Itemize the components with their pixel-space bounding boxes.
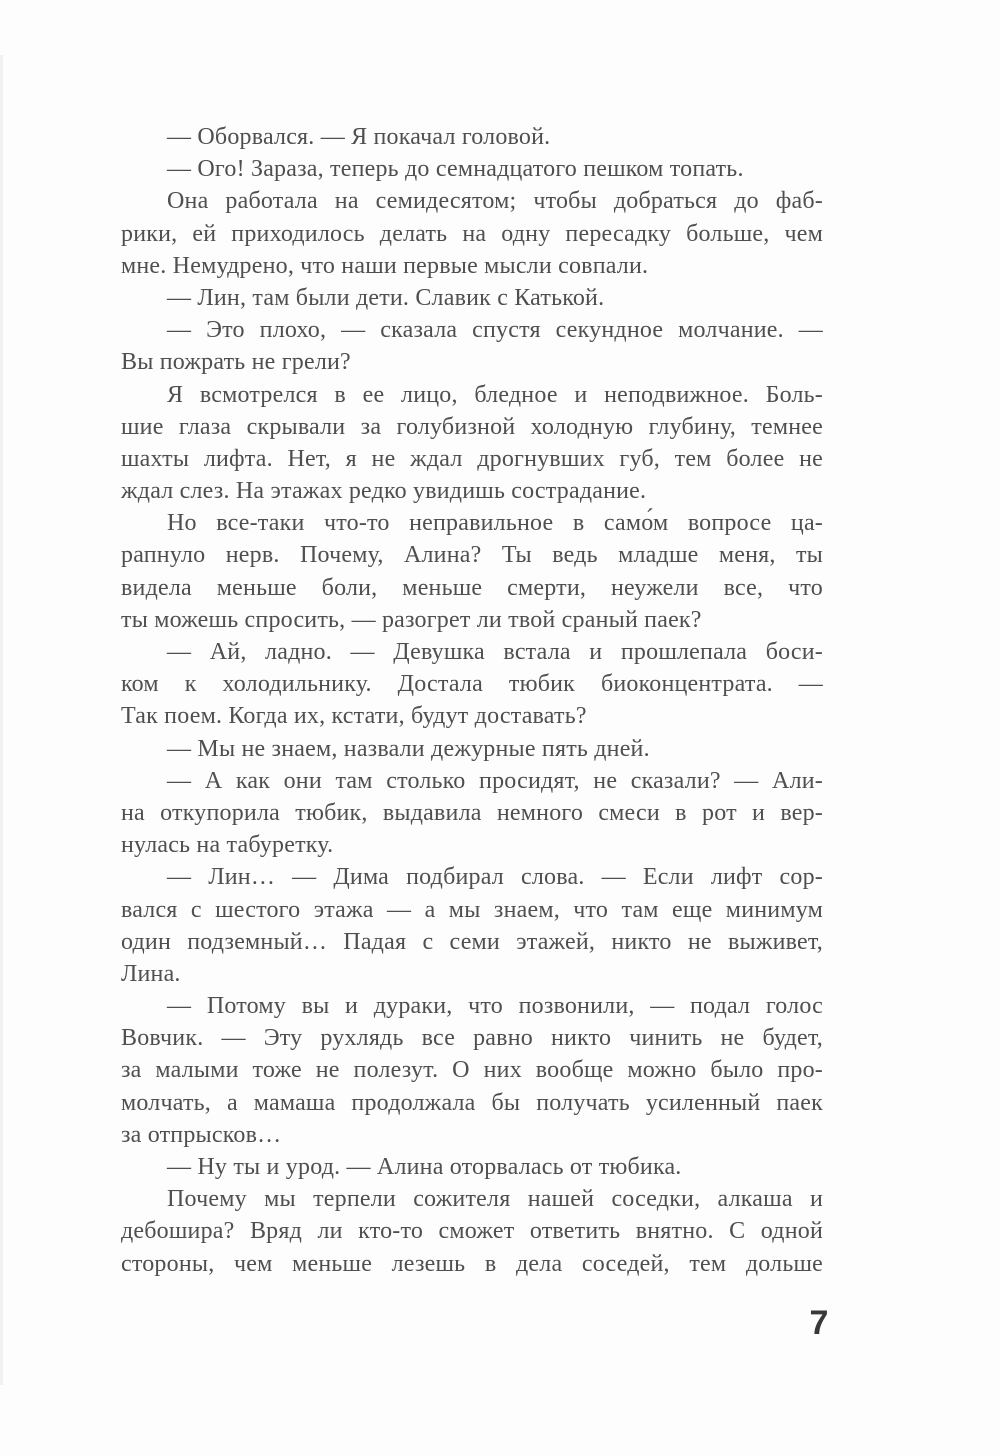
text-line: шие глаза скрывали за голубизной холодную глубину, темнее <box>121 413 823 440</box>
text-line: ты можешь спросить, — разогрет ли твой сраный паек? <box>121 606 702 633</box>
text-line: — Ай, ладно. — Девушка встала и прошлепала боси- <box>167 639 823 665</box>
text-line: — А как они там столько просидят, не сказали? — Али- <box>167 767 823 794</box>
text-line: стороны, чем меньше лезешь в дела соседей, тем дольше <box>121 1250 823 1277</box>
text-line: ждал слез. На этажах редко увидишь сострадание. <box>121 478 647 505</box>
text-line: за отпрысков… <box>121 1121 282 1148</box>
text-line: на откупорила тюбик, выдавила немного смеси в рот и вер- <box>121 799 823 826</box>
text-line: Но все-таки что-то неправильное в само́м вопросе ца- <box>167 510 823 537</box>
text-line: — Мы не знаем, назвали дежурные пять дней. <box>167 735 650 762</box>
text-line: — Ого! Зараза, теперь до семнадцатого пешком топать. <box>167 156 744 183</box>
text-line: — Ну ты и урод. — Алина оторвалась от тюбика. <box>167 1154 682 1180</box>
text-line: Она работала на семидесятом; чтобы добраться до фаб- <box>167 188 823 215</box>
text-line: — Лин… — Дима подбирал слова. — Если лифт сор- <box>167 864 823 891</box>
text-line: дебошира? Вряд ли кто-то сможет ответить внятно. С одной <box>121 1218 823 1245</box>
text-line: — Оборвался. — Я покачал головой. <box>167 124 551 150</box>
text-line: шахты лифта. Нет, я не ждал дрогнувших губ, тем более не <box>121 445 823 472</box>
text-line: Вовчик. — Эту рухлядь все равно никто чинить не будет, <box>121 1025 823 1052</box>
page-number: 7 <box>809 1304 829 1342</box>
text-line: Лина. <box>121 960 181 987</box>
text-line: — Это плохо, — сказала спустя секундное молчание. — <box>167 317 823 344</box>
text-line: Так поем. Когда их, кстати, будут доставать? <box>121 703 587 730</box>
text-line: один подземный… Падая с семи этажей, никто не выживет, <box>121 928 823 955</box>
text-line: рики, ей приходилось делать на одну пересадку больше, чем <box>121 220 823 247</box>
text-line: — Потому вы и дураки, что позвонили, — подал голос <box>167 993 823 1020</box>
text-line: Я всмотрелся в ее лицо, бледное и неподвижное. Боль- <box>167 381 823 408</box>
text-line: Вы пожрать не грели? <box>121 349 351 376</box>
text-line: мне. Немудрено, что наши первые мысли совпали. <box>121 252 649 279</box>
text-line: ком к холодильнику. Достала тюбик биоконцентрата. — <box>121 671 823 698</box>
text-line: — Лин, там были дети. Славик с Катькой. <box>167 284 605 311</box>
text-line: нулась на табуретку. <box>121 832 334 859</box>
text-line: Почему мы терпели сожителя нашей соседки, алкаша и <box>167 1186 823 1213</box>
text-line: рапнуло нерв. Почему, Алина? Ты ведь младше меня, ты <box>121 542 823 569</box>
text-line: за малыми тоже не полезут. О них вообще можно было про- <box>121 1057 823 1084</box>
text-line: молчать, а мамаша продолжала бы получать усиленный паек <box>121 1089 823 1116</box>
text-line: вался с шестого этажа — а мы знаем, что там еще минимум <box>121 896 823 923</box>
text-line: видела меньше боли, меньше смерти, неужели все, что <box>121 574 823 601</box>
text-block <box>121 121 823 1280</box>
